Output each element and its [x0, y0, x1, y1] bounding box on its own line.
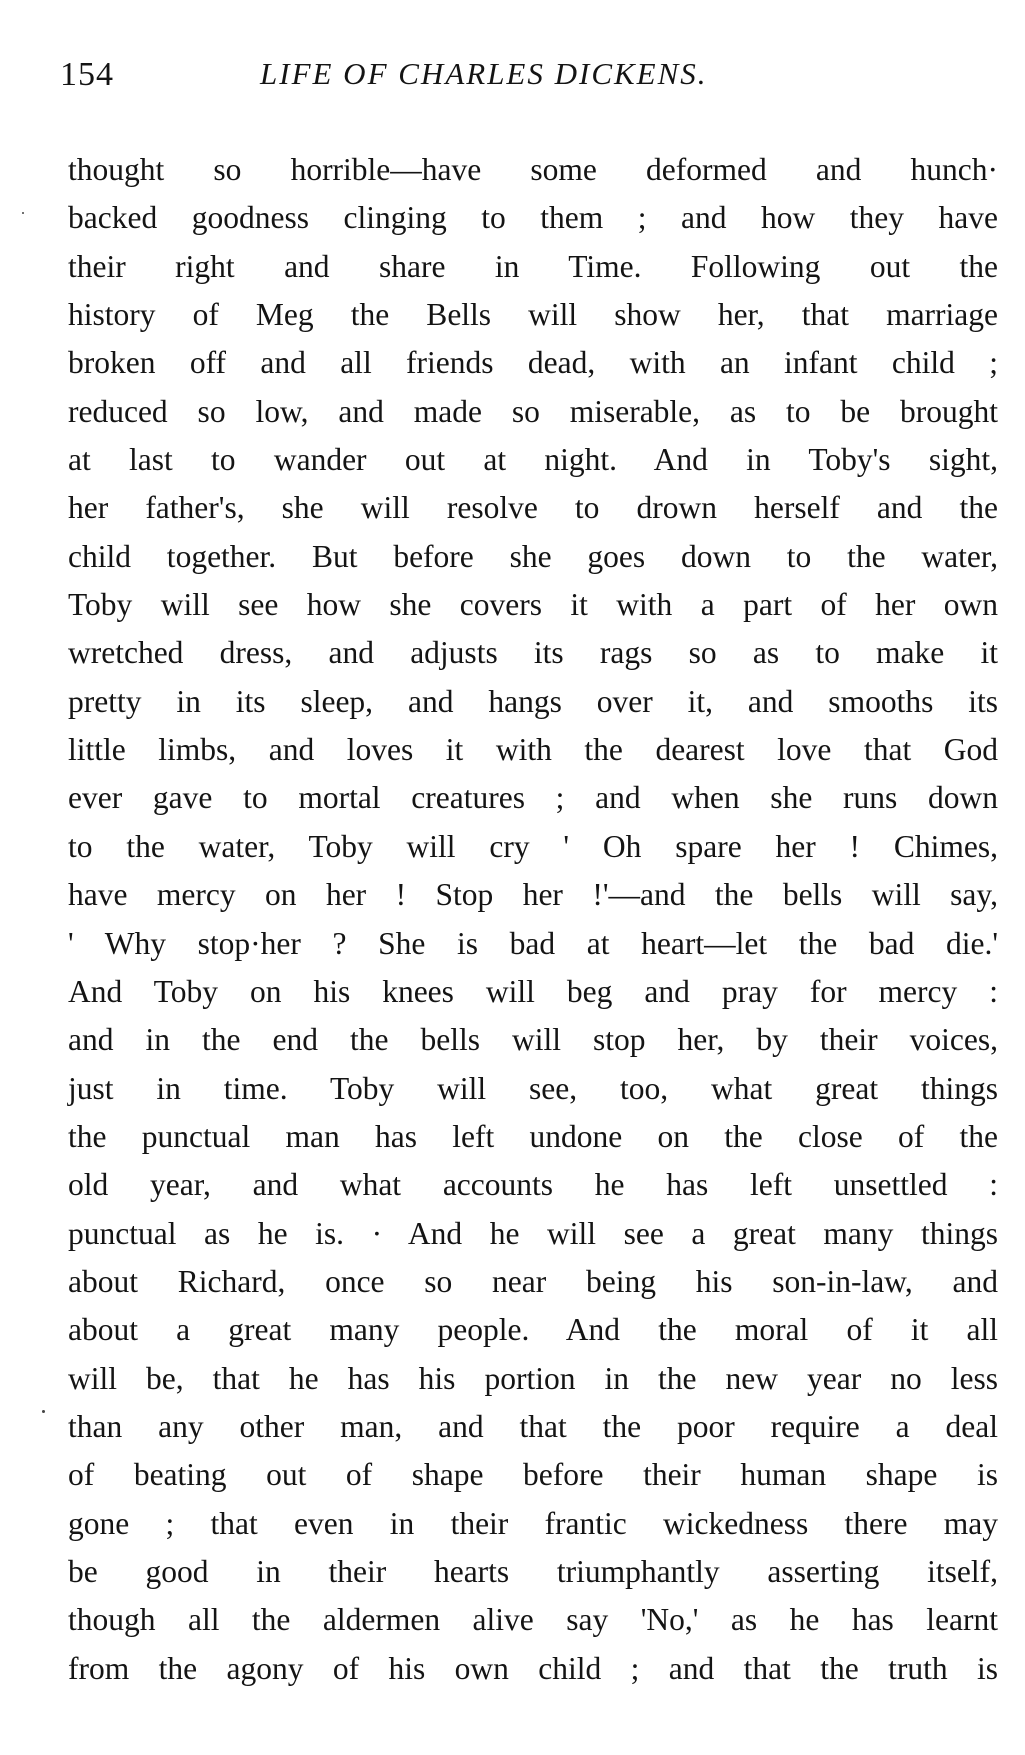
text-line: broken off and all friends dead, with an infant child ; [68, 345, 998, 381]
text-line: their right and share in Time. Following out the [68, 248, 998, 284]
text-line: the punctual man has left undone on the close of the [68, 1118, 998, 1154]
paper-speck [22, 212, 24, 214]
text-line: little limbs, and loves it with the dearest love that God [68, 732, 998, 768]
body-text [68, 146, 998, 1693]
text-line: child together. But before she goes down to the water, [68, 538, 998, 574]
text-line: thought so horrible—have some deformed and hunch· [68, 152, 998, 187]
text-line: from the agony of his own child ; and that the truth is [68, 1650, 998, 1686]
text-line: ever gave to mortal creatures ; and when she runs down [68, 780, 998, 816]
text-line: old year, and what accounts he has left unsettled : [68, 1167, 998, 1203]
text-line: about Richard, once so near being his son-in-law, and [68, 1263, 998, 1299]
text-line: of beating out of shape before their human shape is [68, 1457, 998, 1493]
running-title: LIFE OF CHARLES DICKENS. [260, 56, 708, 91]
text-line: gone ; that even in their frantic wickedness there may [68, 1505, 998, 1541]
text-line: pretty in its sleep, and hangs over it, and smooths its [68, 683, 998, 719]
text-line: punctual as he is. · And he will see a great many things [68, 1215, 998, 1251]
page-number: 154 [60, 56, 114, 93]
text-line: to the water, Toby will cry ' Oh spare her ! Chimes, [68, 828, 998, 864]
text-line: be good in their hearts triumphantly asserting itself, [68, 1553, 998, 1589]
text-line: her father's, she will resolve to drown herself and the [68, 490, 998, 526]
text-line: Toby will see how she covers it with a part of her own [68, 587, 998, 623]
text-line: history of Meg the Bells will show her, that marriage [68, 297, 998, 333]
text-line: backed goodness clinging to them ; and how they have [68, 200, 998, 236]
text-line: than any other man, and that the poor require a deal [68, 1408, 998, 1444]
page-header [60, 56, 990, 106]
text-line: ' Why stop·her ? She is bad at heart—let the bad die.' [68, 925, 998, 961]
text-line: and in the end the bells will stop her, by their voices, [68, 1022, 998, 1058]
text-line: reduced so low, and made so miserable, as to be brought [68, 393, 998, 429]
text-line: just in time. Toby will see, too, what great things [68, 1070, 998, 1106]
paper-speck [42, 1410, 45, 1413]
text-line: at last to wander out at night. And in Toby's sight, [68, 442, 998, 478]
text-line: though all the aldermen alive say 'No,' as he has learnt [68, 1602, 998, 1638]
text-line: will be, that he has his portion in the new year no less [68, 1360, 998, 1396]
text-line: wretched dress, and adjusts its rags so as to make it [68, 635, 998, 671]
text-line: about a great many people. And the moral of it all [68, 1312, 998, 1348]
text-line: have mercy on her ! Stop her !'—and the bells will say, [68, 877, 998, 913]
text-line: And Toby on his knees will beg and pray for mercy : [68, 973, 998, 1009]
